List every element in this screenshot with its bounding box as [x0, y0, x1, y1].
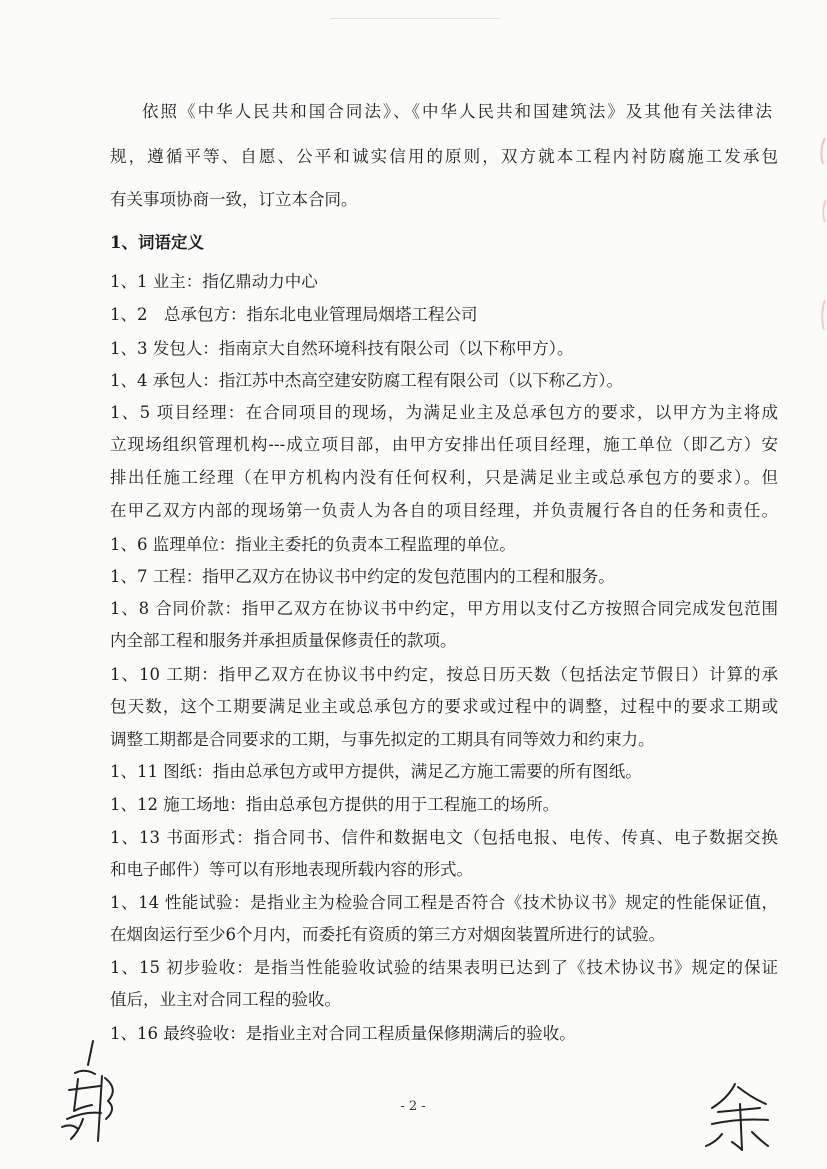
clause-line: 排出任施工经理（在甲方机构内没有任何权利，只是满足业主或总承包方的要求）。但: [110, 468, 778, 487]
clause-line: 1、2 总承包方：指东北电业管理局烟塔工程公司: [110, 305, 478, 324]
clause-line: 在甲乙双方内部的现场第一负责人为各自的项目经理，并负责履行各自的任务和责任。: [110, 501, 778, 520]
handwritten-signature-left: [55, 1035, 130, 1150]
clause-line: 1、4 承包人：指江苏中杰高空建安防腐工程有限公司（以下称乙方）。: [110, 371, 623, 390]
intro-line: 规，遵循平等、自愿、公平和诚实信用的原则，双方就本工程内衬防腐施工发承包: [110, 147, 778, 166]
clause-line: 1、6 监理单位：指业主委托的负责本工程监理的单位。: [110, 535, 516, 554]
section-heading: 1、词语定义: [110, 233, 204, 252]
scan-artifact-line: [330, 18, 500, 19]
handwritten-signature-right: [700, 1078, 775, 1156]
clause-line: 1、14 性能试验：是指业主为检验合同工程是否符合《技术协议书》规定的性能保证值，: [110, 893, 778, 912]
clause-line: 包天数，这个工期要满足业主或总承包方的要求或过程中的调整，过程中的要求工期或: [110, 697, 778, 716]
clause-line: 1、16 最终验收：是指业主对合同工程质量保修期满后的验收。: [110, 1024, 576, 1043]
intro-line: 有关事项协商一致，订立本合同。: [110, 190, 358, 209]
clause-line: 调整工期都是合同要求的工期，与事先拟定的工期具有同等效力和约束力。: [110, 730, 655, 749]
clause-line: 1、15 初步验收：是指当性能验收试验的结果表明已达到了《技术协议书》规定的保证: [110, 958, 778, 977]
clause-line: 1、7 工程：指甲乙双方在协议书中约定的发包范围内的工程和服务。: [110, 567, 615, 586]
intro-line: 依照《中华人民共和国合同法》、《中华人民共和国建筑法》及其他有关法律法: [142, 102, 772, 121]
clause-line: 1、11 图纸：指由总承包方或甲方提供，满足乙方施工需要的所有图纸。: [110, 762, 642, 781]
clause-line: 立现场组织管理机构---成立项目部，由甲方安排出任项目经理，施工单位（即乙方）安: [110, 435, 778, 454]
seal-edge: [813, 130, 827, 340]
clause-line: 1、13 书面形式：指合同书、信件和数据电文（包括电报、电传、传真、电子数据交换: [110, 828, 778, 847]
clause-line: 1、10 工期：指甲乙双方在协议书中约定，按总日历天数（包括法定节假日）计算的承: [110, 665, 778, 684]
clause-line: 1、8 合同价款：指甲乙双方在协议书中约定，甲方用以支付乙方按照合同完成发包范围: [110, 599, 778, 618]
clause-line: 在烟囱运行至少6个月内，而委托有资质的第三方对烟囱装置所进行的试验。: [110, 925, 665, 944]
clause-line: 1、5 项目经理：在合同项目的现场，为满足业主及总承包方的要求，以甲方为主将成: [110, 403, 778, 422]
clause-line: 1、3 发包人：指南京大自然环境科技有限公司（以下称甲方）。: [110, 339, 574, 358]
clause-line: 1、1 业主：指亿鼎动力中心: [110, 272, 318, 291]
clause-line: 内全部工程和服务并承担质量保修责任的款项。: [110, 631, 457, 650]
clause-line: 和电子邮件）等可以有形地表现所载内容的形式。: [110, 860, 473, 879]
page-number: - 2 -: [400, 1099, 426, 1114]
clause-line: 1、12 施工场地：指由总承包方提供的用于工程施工的场所。: [110, 795, 560, 814]
clause-line: 值后，业主对合同工程的验收。: [110, 990, 341, 1009]
